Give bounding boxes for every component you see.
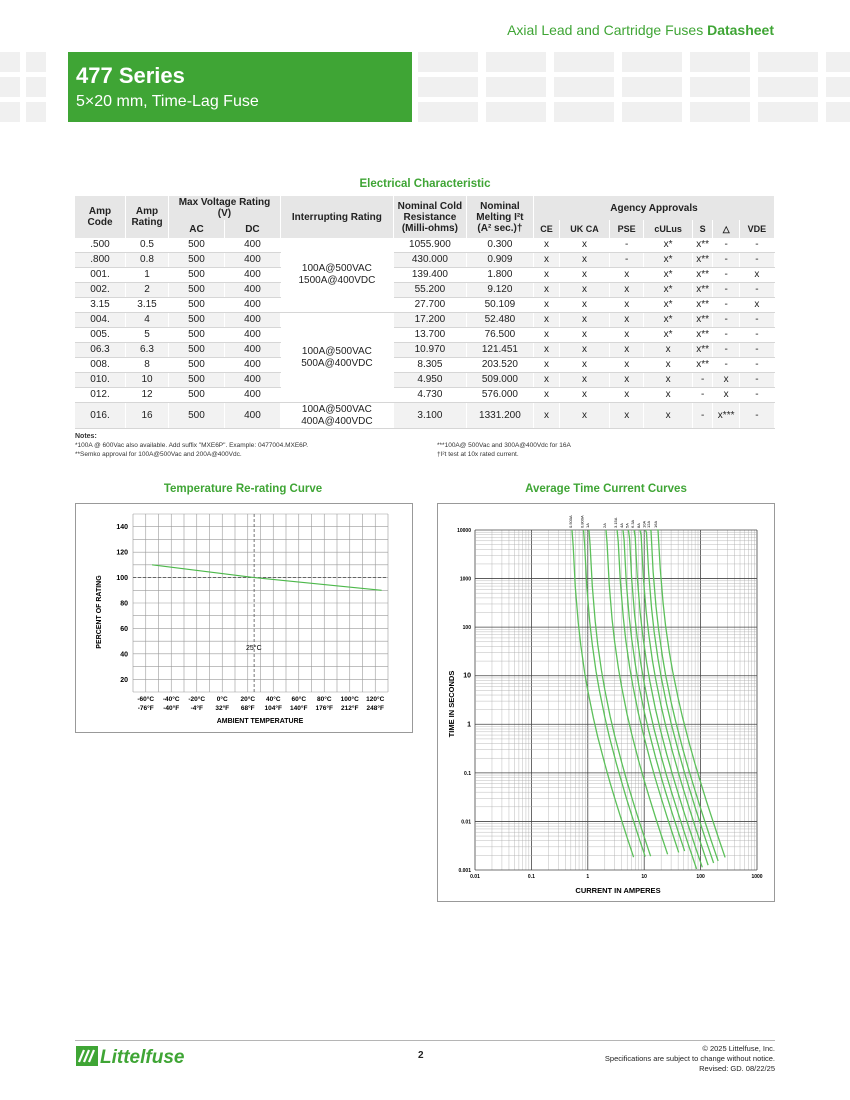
dc-voltage-cell: 400 xyxy=(224,343,280,358)
y-tick-label: 100 xyxy=(116,575,128,583)
resistance-cell: 3.100 xyxy=(393,403,466,429)
table-row xyxy=(75,268,775,283)
agency-approval-cell: x xyxy=(560,298,610,313)
interrupting-rating-cell xyxy=(280,403,393,429)
tcc-curve xyxy=(645,530,713,863)
semko-mark-icon: S xyxy=(692,220,713,238)
agency-approval-cell: - xyxy=(610,253,644,268)
revision: Revised: GD. 08/22/25 xyxy=(699,1064,775,1073)
agency-approval-cell: x** xyxy=(692,238,713,253)
x-tick-label: 120°C xyxy=(366,696,385,703)
agency-approval-cell: x* xyxy=(644,253,693,268)
agency-approval-cell: x xyxy=(533,253,559,268)
notes-block-right xyxy=(437,441,777,459)
x-tick-label: -4°F xyxy=(190,705,203,712)
y-tick-label: 10 xyxy=(463,672,471,680)
dc-voltage-cell: 400 xyxy=(224,268,280,283)
agency-approval-cell: - xyxy=(610,238,644,253)
x-tick-label: 60°C xyxy=(291,696,307,703)
x-tick-label: -40°C xyxy=(162,696,180,703)
table-row xyxy=(75,373,775,388)
dc-voltage-cell: 400 xyxy=(224,253,280,268)
tcc-series-label: 2A xyxy=(601,523,607,528)
x-tick-label: 0.1 xyxy=(527,874,535,880)
table-row xyxy=(75,253,775,268)
resistance-cell: 13.700 xyxy=(393,328,466,343)
x-tick-label: -76°F xyxy=(137,705,154,712)
agency-approval-cell: x** xyxy=(692,253,713,268)
ce-mark-icon: CE xyxy=(533,220,559,238)
resistance-cell: 430.000 xyxy=(393,253,466,268)
tcc-series-label: 10A xyxy=(641,520,647,528)
agency-approval-cell: x xyxy=(560,388,610,403)
note-3: ***100A@ 500Vac and 300A@400Vdc for 16A xyxy=(437,442,571,449)
dc-voltage-cell: 400 xyxy=(224,298,280,313)
amp-rating-cell: 1 xyxy=(126,268,169,283)
amp-rating-cell: 6.3 xyxy=(126,343,169,358)
amp-code-cell: .500 xyxy=(75,238,126,253)
tcc-series-label: 6.3A xyxy=(630,519,636,528)
resistance-cell: 1055.900 xyxy=(393,238,466,253)
melting-i2t-cell: 121.451 xyxy=(466,343,533,358)
agency-approval-cell: x xyxy=(533,313,559,328)
triangle-mark-icon: △ xyxy=(713,220,739,238)
x-tick-label: 0.01 xyxy=(470,874,480,880)
col-melting: Nominal Melting I²t (A² sec.)† xyxy=(466,196,533,238)
amp-code-cell: 06.3 xyxy=(75,343,126,358)
agency-approval-cell: x xyxy=(610,313,644,328)
dc-voltage-cell: 400 xyxy=(224,373,280,388)
agency-approval-cell: x xyxy=(533,388,559,403)
melting-i2t-cell: 76.500 xyxy=(466,328,533,343)
col-interrupting: Interrupting Rating xyxy=(280,196,393,238)
amp-code-cell: 001. xyxy=(75,268,126,283)
melting-i2t-cell: 203.520 xyxy=(466,358,533,373)
agency-approval-cell: x xyxy=(610,343,644,358)
agency-approval-cell: x*** xyxy=(713,403,739,429)
agency-approval-cell: x xyxy=(713,373,739,388)
agency-approval-cell: x xyxy=(610,328,644,343)
resistance-cell: 27.700 xyxy=(393,298,466,313)
y-tick-label: 100 xyxy=(462,625,471,632)
agency-approval-cell: - xyxy=(713,343,739,358)
agency-approval-cell: x xyxy=(560,343,610,358)
tcc-xlabel: CURRENT IN AMPERES xyxy=(575,886,661,895)
rerating-chart xyxy=(76,504,412,732)
agency-approval-cell: x** xyxy=(692,343,713,358)
agency-approval-cell: x** xyxy=(692,358,713,373)
x-tick-label: 32°F xyxy=(215,705,230,712)
dc-voltage-cell: 400 xyxy=(224,328,280,343)
agency-approval-cell: x xyxy=(739,298,774,313)
ac-voltage-cell: 500 xyxy=(169,253,225,268)
agency-approval-cell: x xyxy=(644,373,693,388)
ac-voltage-cell: 500 xyxy=(169,283,225,298)
amp-rating-cell: 0.5 xyxy=(126,238,169,253)
agency-approval-cell: x xyxy=(610,403,644,429)
amp-code-cell: 005. xyxy=(75,328,126,343)
agency-approval-cell: - xyxy=(713,328,739,343)
melting-i2t-cell: 576.000 xyxy=(466,388,533,403)
agency-approval-cell: x** xyxy=(692,268,713,283)
melting-i2t-cell: 1331.200 xyxy=(466,403,533,429)
x-tick-label: 1000 xyxy=(751,874,763,880)
table-row xyxy=(75,358,775,373)
interrupting-ac: 100A@500VAC xyxy=(301,345,372,357)
ac-voltage-cell: 500 xyxy=(169,313,225,328)
ac-voltage-cell: 500 xyxy=(169,343,225,358)
dc-voltage-cell: 400 xyxy=(224,403,280,429)
agency-approval-cell: x xyxy=(533,328,559,343)
y-tick-label: 0.01 xyxy=(461,819,471,826)
col-amp-rating: Amp Rating xyxy=(126,196,169,238)
tcc-series-label: 3.15A xyxy=(613,517,619,528)
ac-voltage-cell: 500 xyxy=(169,268,225,283)
agency-approval-cell: x xyxy=(533,373,559,388)
amp-code-cell: 002. xyxy=(75,283,126,298)
x-tick-label: -20°C xyxy=(188,696,206,703)
ac-voltage-cell: 500 xyxy=(169,388,225,403)
table-row xyxy=(75,388,775,403)
agency-approval-cell: x xyxy=(533,343,559,358)
agency-approval-cell: - xyxy=(692,373,713,388)
electrical-title: Electrical Characteristic xyxy=(359,178,491,190)
agency-approval-cell: x xyxy=(560,403,610,429)
col-amp-code: Amp Code xyxy=(75,196,126,238)
rerating-annotation: 25°C xyxy=(246,645,262,652)
x-tick-label: 1 xyxy=(586,874,590,880)
agency-approval-cell: x* xyxy=(644,313,693,328)
agency-approval-cell: - xyxy=(713,238,739,253)
agency-approval-cell: x xyxy=(560,253,610,268)
amp-code-cell: 010. xyxy=(75,373,126,388)
table-row xyxy=(75,298,775,313)
melting-i2t-cell: 1.800 xyxy=(466,268,533,283)
y-tick-label: 1000 xyxy=(459,576,471,583)
amp-rating-cell: 4 xyxy=(126,313,169,328)
agency-approval-cell: - xyxy=(739,253,774,268)
col-ac: AC xyxy=(169,220,225,238)
agency-approval-cell: x** xyxy=(692,283,713,298)
agency-approval-cell: x xyxy=(560,313,610,328)
x-tick-label: 248°F xyxy=(366,705,384,712)
agency-approval-cell: x xyxy=(610,358,644,373)
pse-mark-icon: PSE xyxy=(610,220,644,238)
agency-approval-cell: x* xyxy=(644,283,693,298)
y-tick-label: 120 xyxy=(116,549,128,557)
x-tick-label: 0°C xyxy=(216,696,228,703)
amp-rating-cell: 16 xyxy=(126,403,169,429)
interrupting-dc: 500A@400VDC xyxy=(301,357,373,369)
agency-approval-cell: x** xyxy=(692,328,713,343)
agency-approval-cell: x xyxy=(610,283,644,298)
ukca-mark-icon: UK CA xyxy=(560,220,610,238)
tcc-series-label: 4A xyxy=(618,523,624,528)
series-subtitle: 5×20 mm, Time-Lag Fuse xyxy=(76,93,259,110)
interrupting-dc: 1500A@400VDC xyxy=(298,275,376,286)
agency-approval-cell: x xyxy=(533,238,559,253)
ac-voltage-cell: 500 xyxy=(169,328,225,343)
agency-approval-cell: - xyxy=(713,358,739,373)
agency-approval-cell: x xyxy=(610,298,644,313)
amp-code-cell: 004. xyxy=(75,313,126,328)
tcc-series-label: 16A xyxy=(652,520,658,528)
ac-voltage-cell: 500 xyxy=(169,298,225,313)
spec-notice: Specifications are subject to change without notice. xyxy=(604,1054,775,1063)
document-category: Axial Lead and Cartridge Fuses Datasheet xyxy=(507,22,774,38)
agency-approval-cell: x xyxy=(644,343,693,358)
x-tick-label: 176°F xyxy=(315,705,333,712)
amp-code-cell: 016. xyxy=(75,403,126,429)
ac-voltage-cell: 500 xyxy=(169,403,225,429)
agency-approval-cell: x xyxy=(644,358,693,373)
agency-approval-cell: x xyxy=(560,283,610,298)
melting-i2t-cell: 52.480 xyxy=(466,313,533,328)
resistance-cell: 139.400 xyxy=(393,268,466,283)
tcc-curve xyxy=(657,530,725,857)
y-tick-label: 40 xyxy=(120,651,128,659)
note-4: †I²t test at 10x rated current. xyxy=(437,451,519,458)
tcc-curve xyxy=(572,530,634,857)
agency-approval-cell: x xyxy=(610,268,644,283)
col-resistance: Nominal Cold Resistance (Milli-ohms) xyxy=(393,196,466,238)
interrupting-rating-cell xyxy=(280,313,393,403)
tcc-series-label: 12A xyxy=(645,520,651,528)
agency-approval-cell: x xyxy=(644,403,693,429)
rerating-title: Temperature Re-rating Curve xyxy=(163,483,323,495)
agency-approval-cell: - xyxy=(713,268,739,283)
tcc-series-label: 0.500A xyxy=(568,515,574,528)
tcc-chart-frame xyxy=(437,503,775,902)
melting-i2t-cell: 0.909 xyxy=(466,253,533,268)
vde-mark-icon: VDE xyxy=(739,220,774,238)
amp-rating-cell: 5 xyxy=(126,328,169,343)
dc-voltage-cell: 400 xyxy=(224,388,280,403)
x-tick-label: 80°C xyxy=(316,696,332,703)
ac-voltage-cell: 500 xyxy=(169,373,225,388)
agency-approval-cell: - xyxy=(713,283,739,298)
agency-approval-cell: x xyxy=(533,268,559,283)
resistance-cell: 4.730 xyxy=(393,388,466,403)
ac-voltage-cell: 500 xyxy=(169,358,225,373)
x-tick-label: 212°F xyxy=(341,705,359,712)
amp-code-cell: 012. xyxy=(75,388,126,403)
agency-approval-cell: x xyxy=(533,283,559,298)
amp-code-cell: 008. xyxy=(75,358,126,373)
note-2: **Semko approval for 100A@500Vac and 200A@400Vdc. xyxy=(75,451,242,458)
agency-approval-cell: x* xyxy=(644,298,693,313)
dc-voltage-cell: 400 xyxy=(224,358,280,373)
rerating-ylabel: PERCENT OF RATING xyxy=(96,575,103,649)
melting-i2t-cell: 509.000 xyxy=(466,373,533,388)
agency-approval-cell: - xyxy=(713,313,739,328)
resistance-cell: 55.200 xyxy=(393,283,466,298)
dc-voltage-cell: 400 xyxy=(224,238,280,253)
x-tick-label: 100 xyxy=(696,874,705,880)
tcc-series-label: 1A xyxy=(584,523,590,528)
amp-rating-cell: 12 xyxy=(126,388,169,403)
tcc-ylabel: TIME IN SECONDS xyxy=(447,670,456,738)
copyright: © 2025 Littelfuse, Inc. xyxy=(702,1044,775,1053)
resistance-cell: 10.970 xyxy=(393,343,466,358)
tcc-title: Average Time Current Curves xyxy=(525,483,687,495)
amp-code-cell: .800 xyxy=(75,253,126,268)
agency-approval-cell: x xyxy=(560,268,610,283)
x-tick-label: -60°C xyxy=(137,696,155,703)
agency-approval-cell: - xyxy=(739,313,774,328)
dc-voltage-cell: 400 xyxy=(224,283,280,298)
datasheet-label: Datasheet xyxy=(707,22,774,38)
table-row xyxy=(75,328,775,343)
interrupting-ac: 100A@500VAC xyxy=(301,403,372,415)
ac-voltage-cell: 500 xyxy=(169,238,225,253)
agency-approval-cell: - xyxy=(739,403,774,429)
resistance-cell: 4.950 xyxy=(393,373,466,388)
x-tick-label: -40°F xyxy=(163,705,180,712)
agency-approval-cell: x xyxy=(644,388,693,403)
agency-approval-cell: - xyxy=(739,373,774,388)
agency-approval-cell: x xyxy=(560,328,610,343)
agency-approval-cell: x xyxy=(533,298,559,313)
tcc-chart xyxy=(438,504,774,901)
y-tick-label: 0.001 xyxy=(458,868,471,874)
table-row xyxy=(75,238,775,253)
agency-approval-cell: x xyxy=(560,358,610,373)
x-tick-label: 40°C xyxy=(265,696,281,703)
agency-approval-cell: - xyxy=(739,238,774,253)
y-tick-label: 80 xyxy=(120,600,128,608)
melting-i2t-cell: 0.300 xyxy=(466,238,533,253)
rerating-xlabel: AMBIENT TEMPERATURE xyxy=(216,718,304,725)
interrupting-dc: 400A@400VDC xyxy=(301,415,373,427)
agency-approval-cell: - xyxy=(739,358,774,373)
agency-approval-cell: x* xyxy=(644,328,693,343)
agency-approval-cell: x xyxy=(560,238,610,253)
resistance-cell: 8.305 xyxy=(393,358,466,373)
agency-approval-cell: x xyxy=(610,373,644,388)
interrupting-rating-cell xyxy=(280,238,393,313)
agency-approval-cell: - xyxy=(713,298,739,313)
page-number: 2 xyxy=(418,1050,424,1061)
amp-code-cell: 3.15 xyxy=(75,298,126,313)
table-row xyxy=(75,313,775,328)
agency-approval-cell: - xyxy=(739,388,774,403)
tcc-series-label: 8A xyxy=(635,523,641,528)
agency-approval-cell: x xyxy=(533,358,559,373)
col-agency: Agency Approvals xyxy=(533,196,774,220)
amp-rating-cell: 3.15 xyxy=(126,298,169,313)
agency-approval-cell: - xyxy=(739,328,774,343)
y-tick-label: 20 xyxy=(120,676,128,684)
tcc-series-label: 5A xyxy=(624,523,630,528)
table-row xyxy=(75,283,775,298)
agency-approval-cell: x xyxy=(610,388,644,403)
footer-divider xyxy=(75,1040,775,1041)
agency-approval-cell: - xyxy=(713,253,739,268)
x-tick-label: 20°C xyxy=(240,696,256,703)
agency-approval-cell: - xyxy=(692,388,713,403)
electrical-table-body xyxy=(75,238,775,429)
col-dc: DC xyxy=(224,220,280,238)
table-row xyxy=(75,343,775,358)
agency-approval-cell: - xyxy=(692,403,713,429)
y-tick-label: 10000 xyxy=(457,528,471,534)
agency-approval-cell: - xyxy=(739,343,774,358)
amp-rating-cell: 0.8 xyxy=(126,253,169,268)
amp-rating-cell: 2 xyxy=(126,283,169,298)
notes-label: Notes: xyxy=(75,433,97,440)
rerating-chart-frame xyxy=(75,503,413,733)
agency-approval-cell: x xyxy=(713,388,739,403)
littelfuse-logo-icon xyxy=(76,1046,98,1071)
x-tick-label: 68°F xyxy=(240,705,255,712)
agency-approval-cell: x* xyxy=(644,238,693,253)
agency-approval-cell: x xyxy=(533,403,559,429)
agency-approval-cell: x* xyxy=(644,268,693,283)
logo-text: Littelfuse xyxy=(100,1047,185,1068)
y-tick-label: 1 xyxy=(467,721,471,729)
y-tick-label: 0.1 xyxy=(464,770,471,777)
notes-block xyxy=(75,432,415,459)
culus-mark-icon: cULus xyxy=(644,220,693,238)
resistance-cell: 17.200 xyxy=(393,313,466,328)
melting-i2t-cell: 9.120 xyxy=(466,283,533,298)
agency-approval-cell: x xyxy=(560,373,610,388)
table-row xyxy=(75,403,775,429)
agency-approval-cell: - xyxy=(739,283,774,298)
agency-approval-cell: x xyxy=(739,268,774,283)
x-tick-label: 104°F xyxy=(264,705,282,712)
y-tick-label: 60 xyxy=(120,625,128,633)
note-1: *100A @ 600Vac also available. Add suffix "MXE6P". Example: 0477004.MXE6P. xyxy=(75,442,309,449)
interrupting-ac: 100A@500VAC xyxy=(301,263,372,274)
melting-i2t-cell: 50.109 xyxy=(466,298,533,313)
dc-voltage-cell: 400 xyxy=(224,313,280,328)
tcc-curve xyxy=(584,530,646,857)
agency-approval-cell: x** xyxy=(692,298,713,313)
col-max-voltage: Max Voltage Rating (V) xyxy=(169,196,281,220)
tcc-series-label: 0.800A xyxy=(579,515,585,528)
amp-rating-cell: 10 xyxy=(126,373,169,388)
electrical-table xyxy=(75,196,775,429)
x-tick-label: 10 xyxy=(641,874,647,880)
y-tick-label: 140 xyxy=(116,524,128,532)
agency-approval-cell: x** xyxy=(692,313,713,328)
x-tick-label: 140°F xyxy=(290,705,308,712)
x-tick-label: 100°C xyxy=(340,696,359,703)
series-title: 477 Series xyxy=(76,63,185,88)
amp-rating-cell: 8 xyxy=(126,358,169,373)
